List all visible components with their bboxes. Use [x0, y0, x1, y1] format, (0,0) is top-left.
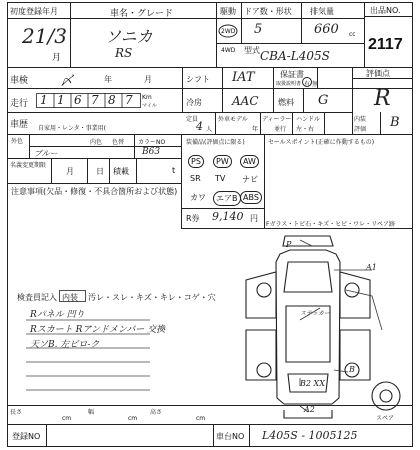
drive-2wd: 2WD	[221, 28, 236, 35]
warranty-no: 無	[312, 81, 319, 88]
displacement-unit: cc	[349, 31, 356, 38]
equipment-item: エアB	[213, 191, 241, 206]
damage-mark: B	[349, 365, 355, 374]
equipment-item: TV	[215, 174, 226, 183]
mileage-digit: 6	[74, 93, 82, 107]
model-value: CBA-L405S	[260, 49, 330, 63]
shaken-label: 車検	[10, 76, 29, 86]
outer-color-value: ブルー	[34, 149, 58, 158]
fuel-value: G	[318, 93, 329, 108]
import-label: 外車モデル	[218, 116, 248, 123]
history-options: 自家用・レンタ・事業用(	[38, 125, 106, 132]
sales-point-label: セールスポイント(正確に作動するもの)	[268, 139, 375, 146]
displacement-value: 660	[314, 22, 339, 37]
length-unit: cm	[62, 415, 72, 422]
dealer-label: ディーラー	[262, 116, 292, 123]
name-change-month: 月	[66, 167, 74, 176]
year-unit: 年	[104, 75, 112, 84]
dealer-value: 並行	[274, 126, 287, 133]
lot-value: 2117	[368, 36, 403, 53]
inner-color-label: 内色	[90, 139, 103, 146]
shaken-value: 〆	[60, 74, 74, 89]
damage-mark: P	[286, 240, 292, 249]
handle-value: 左・右	[296, 126, 315, 133]
width-unit: cm	[128, 415, 138, 422]
chassis-label: 車台NO	[216, 432, 245, 441]
displacement-label: 排気量	[310, 7, 334, 16]
mileage-label: 走行	[10, 99, 29, 109]
shift-value: IAT	[232, 70, 255, 85]
warranty-sub: 取扱説明書	[276, 81, 302, 87]
first-reg-month-suffix: 月	[52, 53, 62, 63]
car-name-label: 車名・グレード	[110, 9, 174, 19]
ac-label: 冷房	[186, 98, 202, 107]
recycle-label: R券	[186, 214, 200, 223]
inspector-label: 検査員記入	[17, 293, 57, 302]
name-change-day: 日	[96, 167, 104, 176]
inspector-note: Rスカート Rアンドメンバー 交換	[30, 325, 166, 335]
damage-mark: B2 XX	[300, 379, 325, 388]
color-change-label: 色替	[112, 139, 125, 146]
width-label: 幅	[88, 409, 95, 416]
mileage-digit: 7	[125, 93, 133, 107]
equipment-item: PS	[188, 155, 204, 168]
mileage-digit: 1	[40, 93, 48, 107]
color-no-value: B63	[142, 147, 161, 157]
spare-tire-label: スペア	[376, 415, 395, 422]
rating-label: 評価点	[366, 69, 390, 78]
handle-label: ハンドル	[296, 116, 321, 123]
equipment-item: SR	[190, 174, 201, 183]
drive-4wd: 4WD	[221, 47, 236, 54]
mile-unit: マイル	[142, 103, 157, 109]
recycle-value: 9,140	[212, 210, 244, 223]
month-unit: 月	[144, 75, 152, 84]
notes-label: 注意事項(欠品・修復・不具合箇所および状態)	[11, 187, 178, 196]
capacity-unit: 人	[206, 126, 213, 133]
equipment-item: PW	[213, 155, 232, 168]
import-year-unit: 年	[252, 126, 259, 133]
damage-mark: ステッカー	[300, 310, 330, 317]
km-unit: Km	[142, 94, 152, 101]
equipment-item: ナビ	[242, 175, 258, 184]
warranty-yes: 有	[304, 81, 311, 88]
interior-label: 内装	[354, 116, 367, 123]
equipment-item: ABS	[240, 191, 262, 204]
capacity-value: 4	[196, 120, 203, 133]
shift-label: シフト	[186, 75, 210, 84]
damage-mark: A2	[304, 405, 315, 414]
drive-label: 駆動	[220, 7, 236, 16]
recycle-unit: 円	[250, 214, 258, 223]
first-reg-label: 初度登録年月	[10, 7, 58, 16]
reg-no-label: 登録NO	[12, 432, 41, 441]
history-label: 車歴	[10, 120, 29, 130]
height-unit: cm	[196, 415, 206, 422]
inspector-note: Rパネル 凹り	[30, 310, 85, 320]
lot-label: 出品NO.	[370, 6, 401, 15]
load-unit: t	[172, 166, 176, 175]
color-no-label: カラーNO	[138, 139, 166, 146]
load-label: 積載	[113, 167, 129, 176]
height-label: 高さ	[150, 409, 163, 416]
chassis-value: L405S - 1005125	[262, 429, 358, 442]
doors-label: ドア数・形状	[244, 7, 292, 16]
mileage-digit: 7	[91, 93, 99, 107]
equipment-item: カワ	[190, 193, 206, 202]
length-label: 長さ	[10, 409, 23, 416]
outer-color-label: 外色	[11, 138, 24, 145]
mileage-digit: 1	[57, 93, 65, 107]
grade-value: RS	[115, 46, 133, 60]
interior-sub: 評価	[354, 126, 367, 133]
interior-value: B	[390, 115, 400, 130]
car-name-value: ソニカ	[105, 27, 153, 46]
ac-value: AAC	[232, 94, 259, 108]
equipment-item: AW	[240, 155, 259, 168]
rating-value: R	[374, 86, 391, 111]
fuel-label: 燃料	[278, 98, 294, 107]
warranty-label: 保証書	[280, 70, 304, 79]
name-change-label: 名義変更期限	[10, 162, 47, 169]
glass-label: Fガラス・トビ石・キズ・ヒビ・ワレ・リペア跡	[266, 221, 396, 228]
model-label: 型式	[244, 46, 260, 55]
equipment-label: 装備品(評価点に限る)	[186, 139, 245, 146]
inspector-interior: 内装	[62, 293, 78, 302]
inspector-note: 天ソB. 左ビロ-ク	[30, 340, 100, 350]
mileage-digit: 8	[108, 93, 116, 107]
first-reg-value: 21/3	[22, 24, 67, 48]
capacity-label: 定員	[186, 116, 199, 123]
doors-value: 5	[254, 22, 263, 37]
damage-mark: A1	[366, 263, 377, 272]
inspector-checklist: 汚レ・スレ・キズ・キレ・コゲ・穴	[88, 293, 216, 302]
